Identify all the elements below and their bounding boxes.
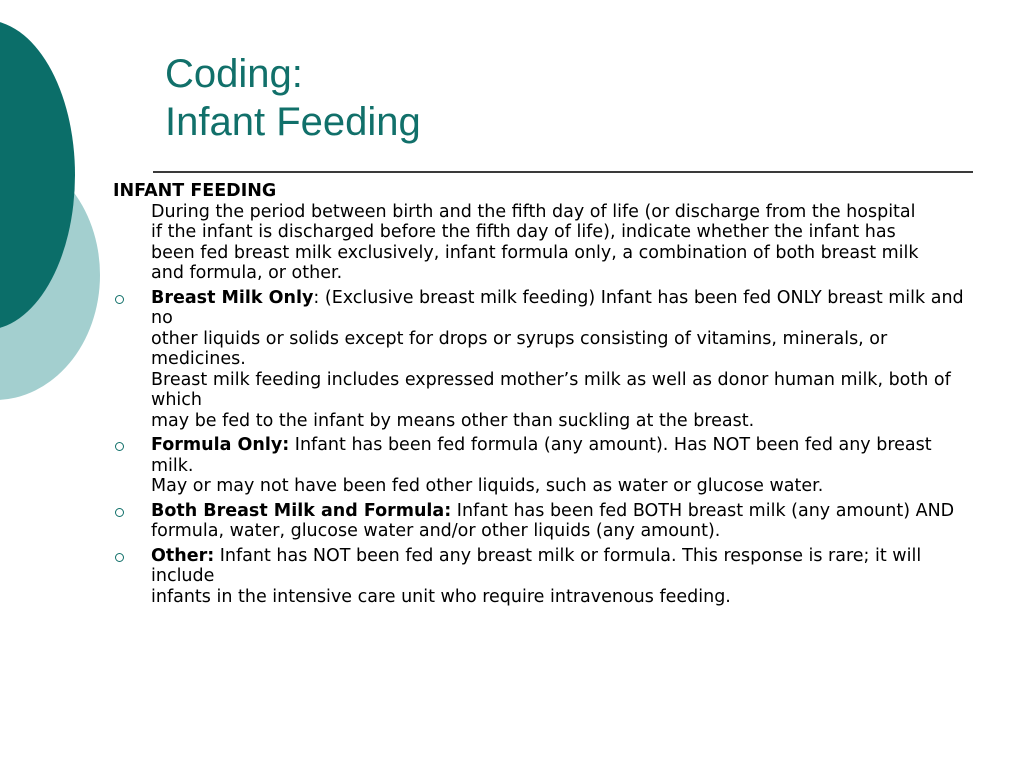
bullet-line: Breast milk feeding includes expressed mother’s milk as well as donor human milk, both of which	[151, 369, 951, 410]
section-heading: INFANT FEEDING	[113, 181, 277, 201]
bullet-text: : (Exclusive breast milk feeding) Infant has been fed ONLY breast milk and no	[151, 287, 964, 328]
bullet-line: infants in the intensive care unit who require intravenous feeding.	[151, 586, 731, 607]
bullet-circle-icon	[115, 442, 124, 451]
bullet-body	[151, 546, 973, 608]
bullet-both-breast-milk-and-formula	[113, 501, 973, 542]
bullet-line	[151, 546, 973, 587]
bullet-text: Infant has been fed formula (any amount). Has NOT been fed any breast milk.	[151, 435, 932, 476]
title-divider	[153, 171, 973, 173]
bullet-breast-milk-only	[113, 288, 973, 432]
bullet-text: Infant has been fed BOTH breast milk (any amount) AND	[451, 500, 955, 521]
bullet-term: Breast Milk Only	[151, 287, 314, 308]
bullet-line	[151, 501, 973, 522]
intro-line-2: if the infant is discharged before the fifth day of life), indicate whether the infant has	[151, 222, 896, 242]
bullet-line: may be fed to the infant by means other than suckling at the breast.	[151, 410, 755, 431]
bullet-line: May or may not have been fed other liquids, such as water or glucose water.	[151, 476, 824, 496]
bullet-term: Other:	[151, 545, 215, 566]
intro-line-4: and formula, or other.	[151, 263, 343, 283]
bullet-line: other liquids or solids except for drops or syrups consisting of vitamins, minerals, or medicines.	[151, 328, 888, 369]
bullet-term: Formula Only:	[151, 435, 290, 455]
title-line-2: Infant Feeding	[165, 100, 421, 144]
bullet-body	[151, 288, 973, 432]
bullet-circle-icon	[115, 295, 124, 304]
bullet-circle-icon	[115, 553, 124, 562]
bullet-line	[151, 288, 973, 329]
title-line-1: Coding:	[165, 52, 303, 96]
slide-body	[113, 181, 973, 607]
bullet-circle-icon	[115, 508, 124, 517]
bullet-other	[113, 546, 973, 608]
bullet-formula-only	[113, 435, 973, 497]
intro-paragraph	[151, 202, 973, 284]
bullet-body	[151, 501, 973, 542]
bullet-line: formula, water, glucose water and/or other liquids (any amount).	[151, 521, 721, 541]
bullet-line	[151, 435, 973, 476]
intro-line-3: been fed breast milk exclusively, infant formula only, a combination of both breast milk	[151, 242, 919, 263]
bullet-body	[151, 435, 973, 497]
slide-title	[165, 50, 421, 146]
intro-line-1: During the period between birth and the fifth day of life (or discharge from the hospital	[151, 201, 916, 222]
bullet-term: Both Breast Milk and Formula:	[151, 500, 452, 521]
bullet-text: Infant has NOT been fed any breast milk or formula. This response is rare; it will include	[151, 545, 922, 586]
